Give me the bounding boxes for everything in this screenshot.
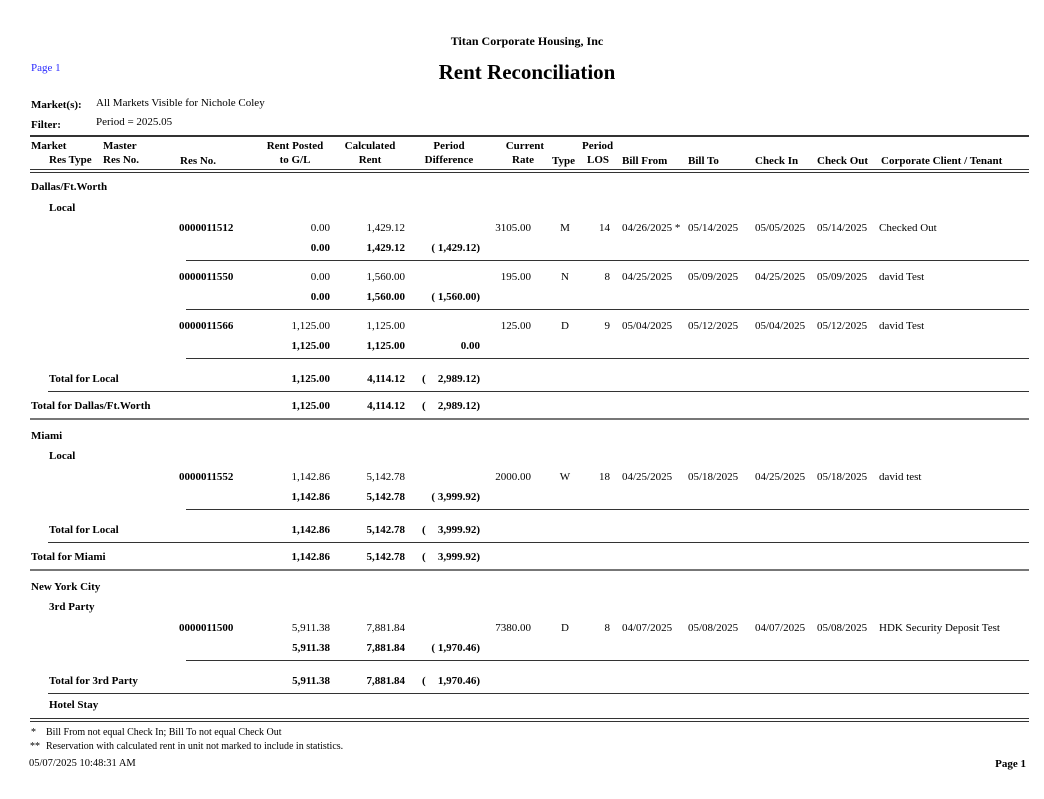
check-out: 05/09/2025 [817,271,868,283]
current-rate: 7380.00 [495,622,531,634]
company-name: Titan Corporate Housing, Inc [450,34,604,48]
subtotal-calc: 1,125.00 [366,340,405,352]
type-total-posted: 1,142.86 [291,524,330,536]
type-total-rule [48,693,1029,694]
rate-type: N [561,271,569,283]
col-bill-to: Bill To [688,155,719,167]
res-type-name: Local [49,202,76,214]
type-total-label: Total for Local [49,373,119,385]
subtotal-calc: 7,881.84 [366,642,405,654]
subtotal-calc: 5,142.78 [366,491,405,503]
res-no[interactable]: 0000011500 [179,622,234,634]
type-total-label: Total for Local [49,524,119,536]
current-rate: 3105.00 [495,222,531,234]
calculated-rent: 7,881.84 [366,622,405,634]
footnote-mark-2: ** [30,741,40,752]
client: Checked Out [879,222,937,234]
market-total-label: Total for Miami [31,551,106,563]
check-in: 05/05/2025 [755,222,806,234]
client: david test [879,471,922,483]
header-bottom-rule [30,169,1029,173]
type-total-calc: 5,142.78 [366,524,405,536]
type-total-calc: 4,114.12 [367,373,405,385]
type-total-diff: 3,999.92) [437,524,480,536]
market-total-diff: 2,989.12) [437,400,480,412]
subtotal-diff: ( 1,970.46) [431,642,480,654]
period-los: 9 [604,320,610,332]
check-out: 05/12/2025 [817,320,868,332]
rent-posted: 5,911.38 [291,622,330,634]
col-rate-l1: Current [505,140,544,152]
type-total-paren: ( [422,373,426,385]
col-type: Type [552,155,576,167]
calculated-rent: 1,125.00 [366,320,405,332]
subtotal-posted: 0.00 [310,291,330,303]
col-check-out: Check Out [817,155,869,167]
page-bottom-rule [30,718,1029,722]
market-name: Miami [31,430,63,442]
type-total-posted: 5,911.38 [292,675,330,687]
market-total-rule [30,569,1029,571]
client: HDK Security Deposit Test [879,622,1000,634]
market-name: Dallas/Ft.Worth [31,181,108,193]
bill-from: 04/26/2025 * [622,222,681,234]
footnote-1: Bill From not equal Check In; Bill To not equal Check Out [46,727,282,738]
col-bill-from: Bill From [622,155,668,167]
type-total-paren: ( [422,675,426,687]
check-out: 05/18/2025 [817,471,868,483]
check-out: 05/14/2025 [817,222,868,234]
col-diff-l1: Period [433,140,465,152]
type-total-calc: 7,881.84 [366,675,405,687]
check-in: 05/04/2025 [755,320,806,332]
type-total-diff: 2,989.12) [437,373,480,385]
market-total-diff: 3,999.92) [437,551,480,563]
rent-posted: 1,142.86 [291,471,330,483]
col-market: Market [31,140,67,152]
row-rule [186,309,1029,310]
row-rule [186,509,1029,510]
bill-to: 05/12/2025 [688,320,739,332]
subtotal-posted: 0.00 [310,242,330,254]
type-total-rule [48,542,1029,543]
market-name: New York City [31,581,101,593]
col-diff-l2: Difference [424,154,474,166]
period-los: 14 [599,222,610,234]
col-posted-l1: Rent Posted [266,140,324,152]
period-los: 8 [604,622,610,634]
markets-value: All Markets Visible for Nichole Coley [96,97,265,109]
res-no[interactable]: 0000011552 [179,471,234,483]
page-link[interactable]: Page 1 [31,62,61,74]
res-type-name: 3rd Party [49,601,95,613]
markets-label: Market(s): [31,99,82,111]
res-no[interactable]: 0000011550 [179,271,234,283]
market-total-label: Total for Dallas/Ft.Worth [31,400,151,412]
type-total-diff: 1,970.46) [437,675,480,687]
market-total-rule [30,418,1029,420]
footnote-2: Reservation with calculated rent in unit not marked to include in statistics. [46,741,344,752]
bill-to: 05/08/2025 [688,622,739,634]
subtotal-calc: 1,429.12 [366,242,405,254]
bill-to: 05/09/2025 [688,271,739,283]
col-master-l2: Res No. [103,154,140,166]
check-in: 04/25/2025 [755,471,806,483]
calculated-rent: 5,142.78 [366,471,405,483]
market-total-calc: 4,114.12 [367,400,405,412]
subtotal-posted: 1,142.86 [291,491,330,503]
col-los-l2: LOS [587,154,610,166]
bill-to: 05/14/2025 [688,222,739,234]
type-total-rule [48,391,1029,392]
subtotal-diff: ( 1,429.12) [431,242,480,254]
check-out: 05/08/2025 [817,622,868,634]
col-calc-l1: Calculated [344,140,396,152]
subtotal-diff: ( 3,999.92) [431,491,480,503]
col-los-l1: Period [582,140,614,152]
row-rule [186,358,1029,359]
row-rule [186,260,1029,261]
client: david Test [879,271,925,283]
calculated-rent: 1,429.12 [366,222,405,234]
res-type-name: Hotel Stay [49,699,99,711]
type-total-paren: ( [422,524,426,536]
check-in: 04/25/2025 [755,271,806,283]
row-rule [186,660,1029,661]
period-los: 8 [604,271,610,283]
col-check-in: Check In [755,155,799,167]
report-title: Rent Reconciliation [438,60,616,84]
bill-to: 05/18/2025 [688,471,739,483]
rate-type: M [560,222,570,234]
check-in: 04/07/2025 [755,622,806,634]
rate-type: D [561,320,569,332]
res-no[interactable]: 0000011512 [179,222,234,234]
res-no[interactable]: 0000011566 [179,320,234,332]
subtotal-diff: ( 1,560.00) [431,291,480,303]
market-total-posted: 1,125.00 [291,400,330,412]
market-total-calc: 5,142.78 [366,551,405,563]
filter-label: Filter: [31,119,61,131]
res-type-name: Local [49,450,76,462]
col-res-no: Res No. [180,155,217,167]
footer-page-number: Page 1 [995,758,1026,770]
col-master-l1: Master [103,140,137,152]
print-timestamp: 05/07/2025 10:48:31 AM [29,758,136,769]
footnote-mark-1: * [31,727,36,738]
calculated-rent: 1,560.00 [366,271,405,283]
rent-posted: 1,125.00 [291,320,330,332]
header-top-rule [30,135,1029,137]
market-total-posted: 1,142.86 [291,551,330,563]
rent-posted: 0.00 [310,222,330,234]
col-calc-l2: Rent [358,154,382,166]
subtotal-posted: 5,911.38 [292,642,330,654]
client: david Test [879,320,925,332]
current-rate: 195.00 [500,271,531,283]
market-total-paren: ( [422,551,426,563]
rate-type: D [561,622,569,634]
bill-from: 04/25/2025 [622,471,673,483]
subtotal-posted: 1,125.00 [291,340,330,352]
bill-from: 04/07/2025 [622,622,673,634]
current-rate: 2000.00 [495,471,531,483]
type-total-label: Total for 3rd Party [49,675,138,687]
subtotal-diff: 0.00 [460,340,480,352]
type-total-posted: 1,125.00 [291,373,330,385]
bill-from: 04/25/2025 [622,271,673,283]
col-client: Corporate Client / Tenant [881,155,1003,167]
rate-type: W [559,471,571,483]
market-total-paren: ( [422,400,426,412]
subtotal-calc: 1,560.00 [366,291,405,303]
current-rate: 125.00 [500,320,531,332]
bill-from: 05/04/2025 [622,320,673,332]
col-res-type: Res Type [49,154,92,166]
filter-value: Period = 2025.05 [96,116,173,128]
col-posted-l2: to G/L [279,154,311,166]
period-los: 18 [599,471,610,483]
rent-posted: 0.00 [310,271,330,283]
col-rate-l2: Rate [512,154,534,166]
